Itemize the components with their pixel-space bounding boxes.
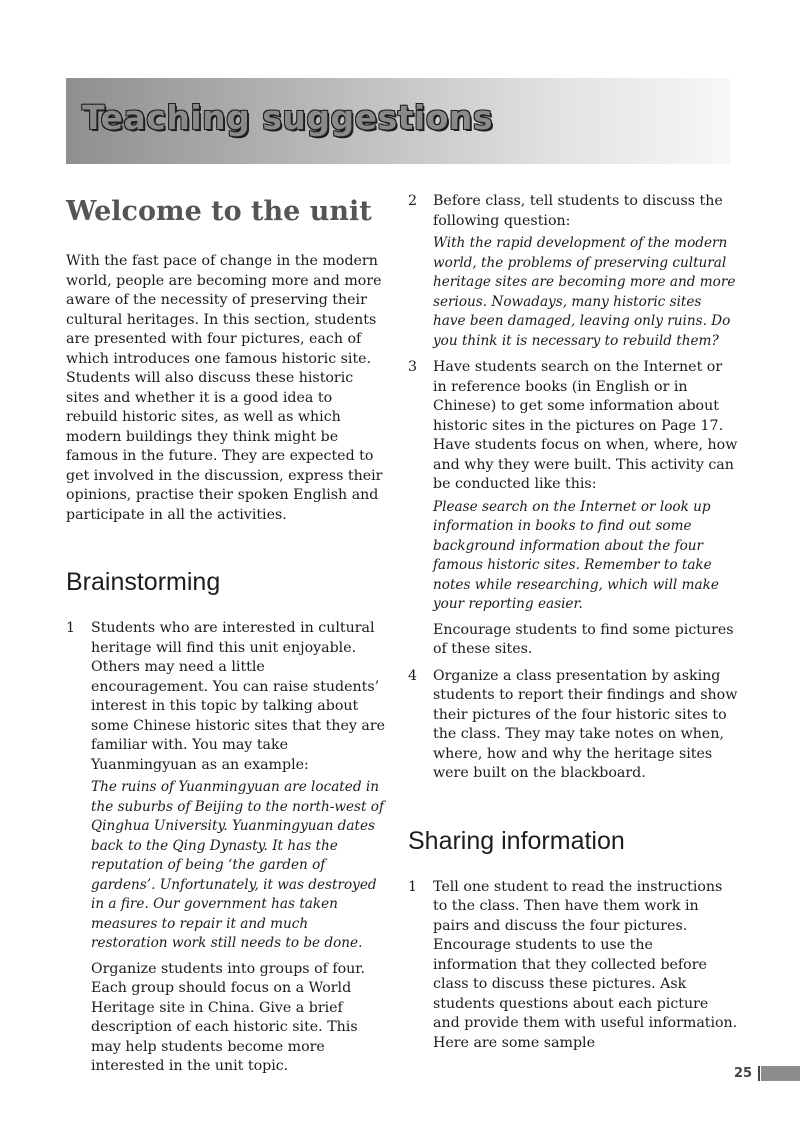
item-example: With the rapid development of the modern world, the problems of preserving cultural heritage sites are becoming more and more serious. Nowadays, many historic sites have been damaged, leaving only ruins. Do you think it is necessary to rebuild them? <box>433 235 736 349</box>
item-number: 4 <box>408 667 418 684</box>
brainstorming-heading: Brainstorming <box>66 568 221 596</box>
sharing-heading: Sharing information <box>408 826 625 855</box>
item-text: Students who are interested in cultural heritage will find this unit enjoyable. Others may need a little encouragement. You can raise students’ interest in this topic by talking about some Chinese historic sites that they are familiar with. You may take Yuanmingyuan as an example: <box>91 620 386 773</box>
brainstorming-item-4 <box>408 667 738 784</box>
item-example: Please search on the Internet or look up information in books to find out some background information about the four famous historic sites. Remember to take notes while researching, which will make your reporting easier. <box>433 498 719 612</box>
left-column <box>66 192 386 1084</box>
page-tab-bar <box>761 1066 800 1081</box>
item-follow-up: Organize students into groups of four. Each group should focus on a World Heritage site in China. Give a brief description of each historic site. This may help students become more interested in the unit topic. <box>91 960 366 1074</box>
right-column <box>408 192 738 1060</box>
item-number: 3 <box>408 359 418 375</box>
banner-title: Teaching suggestions <box>82 98 494 137</box>
item-number: 1 <box>408 878 418 895</box>
welcome-paragraph: With the fast pace of change in the modern world, people are becoming more and more aware of the necessity of preserving their cultural heritages. In this section, students are presented with four pictures, each of which introduces one famous historic site. Students will also discuss these historic sites and whether it is a good idea to rebuild historic sites, as well as which modern buildings they think might be famous in the future. They are expected to get involved in the discussion, express their opinions, practise their spoken English and participate in all the activities. <box>66 253 383 523</box>
item-example: The ruins of Yuanmingyuan are located in the suburbs of Beijing to the north-west of Qinghua University. Yuanmingyuan dates back to the Qing Dynasty. It has the reputation of being ‘the garden of gardens’. Unfortunately, it was destroyed in a fire. Our government has taken measures to repair it and much restoration work still needs to be done. <box>91 779 384 951</box>
item-follow-up: Encourage students to find some pictures of these sites. <box>433 621 734 657</box>
brainstorming-item-1 <box>66 619 386 1077</box>
item-text: Organize a class presentation by asking students to report their findings and show their pictures of the four historic sites to the class. They may take notes on when, where, how and why the heritage sites were built on the blackboard. <box>433 667 738 781</box>
item-text: Tell one student to read the instructions to the class. Then have them work in pairs and discuss the four pictures. Encourage students to use the information that they collected before class to discuss these pictures. Ask students questions about each picture and provide them with useful information. Here are some sample <box>433 878 738 1051</box>
page-number: 25 <box>734 1066 753 1081</box>
brainstorming-item-3 <box>408 358 738 660</box>
welcome-heading: Welcome to the unit <box>66 196 372 227</box>
item-number: 2 <box>408 193 418 209</box>
page-tab-edge <box>758 1066 760 1081</box>
brainstorming-item-2 <box>408 192 738 351</box>
section-banner <box>66 78 730 164</box>
item-text: Have students search on the Internet or in reference books (in English or in Chinese) to get some information about historic sites in the pictures on Page 17. Have students focus on when, where, how and why they were built. This activity can be conducted like this: <box>433 359 738 492</box>
sharing-item-1 <box>408 878 738 1054</box>
item-text: Before class, tell students to discuss the following question: <box>433 193 723 229</box>
item-number: 1 <box>66 620 76 636</box>
